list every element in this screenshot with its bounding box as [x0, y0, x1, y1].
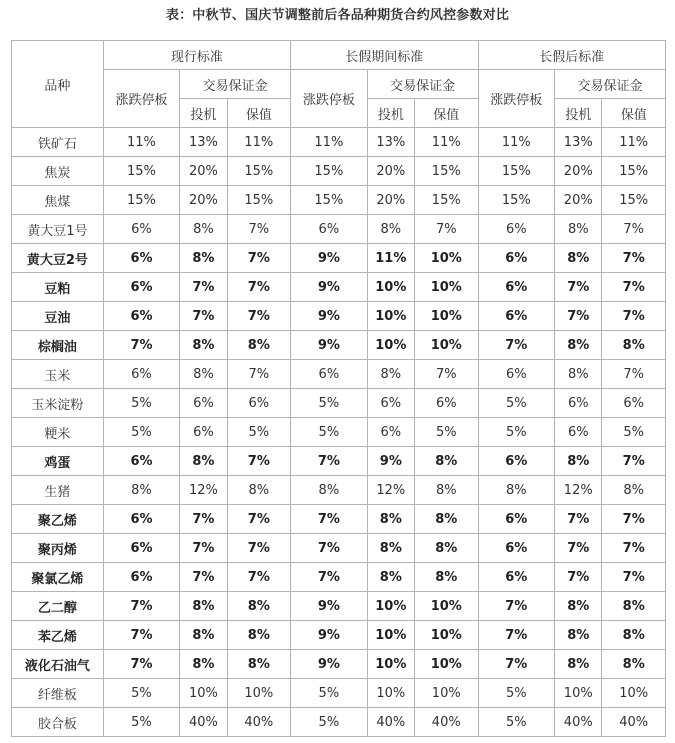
value-cell: 8%	[415, 447, 479, 476]
value-cell: 7%	[180, 534, 227, 563]
value-cell: 7%	[227, 215, 290, 244]
value-cell: 10%	[367, 592, 414, 621]
value-cell: 8%	[180, 331, 227, 360]
value-cell: 6%	[103, 302, 180, 331]
value-cell: 6%	[478, 360, 555, 389]
value-cell: 6%	[478, 563, 555, 592]
value-cell: 8%	[555, 447, 602, 476]
value-cell: 10%	[415, 621, 479, 650]
table-row	[12, 128, 666, 157]
value-cell: 7%	[602, 215, 666, 244]
variety-cell: 液化石油气	[12, 650, 104, 679]
speculation-header: 投机	[367, 99, 414, 128]
value-cell: 6%	[291, 360, 368, 389]
hedge-header: 保值	[602, 99, 666, 128]
variety-cell: 鸡蛋	[12, 447, 104, 476]
value-cell: 6%	[103, 563, 180, 592]
value-cell: 9%	[367, 447, 414, 476]
value-cell: 7%	[180, 302, 227, 331]
value-cell: 9%	[291, 302, 368, 331]
value-cell: 5%	[602, 418, 666, 447]
value-cell: 40%	[367, 708, 414, 737]
value-cell: 8%	[602, 476, 666, 505]
value-cell: 5%	[291, 418, 368, 447]
value-cell: 9%	[291, 244, 368, 273]
value-cell: 10%	[367, 302, 414, 331]
value-cell: 9%	[291, 331, 368, 360]
value-cell: 6%	[555, 418, 602, 447]
table-body	[12, 128, 666, 737]
value-cell: 8%	[555, 621, 602, 650]
value-cell: 8%	[103, 476, 180, 505]
value-cell: 12%	[180, 476, 227, 505]
value-cell: 40%	[602, 708, 666, 737]
value-cell: 8%	[291, 476, 368, 505]
value-cell: 12%	[367, 476, 414, 505]
value-cell: 8%	[415, 563, 479, 592]
value-cell: 15%	[478, 186, 555, 215]
value-cell: 11%	[478, 128, 555, 157]
value-cell: 7%	[555, 505, 602, 534]
value-cell: 13%	[180, 128, 227, 157]
variety-cell: 玉米淀粉	[12, 389, 104, 418]
value-cell: 6%	[555, 389, 602, 418]
value-cell: 8%	[367, 360, 414, 389]
speculation-header: 投机	[555, 99, 602, 128]
value-cell: 7%	[555, 273, 602, 302]
table-row	[12, 244, 666, 273]
table-row	[12, 447, 666, 476]
value-cell: 8%	[180, 592, 227, 621]
value-cell: 7%	[180, 505, 227, 534]
value-cell: 5%	[291, 708, 368, 737]
value-cell: 8%	[367, 215, 414, 244]
value-cell: 7%	[103, 331, 180, 360]
variety-cell: 棕榈油	[12, 331, 104, 360]
table-row	[12, 650, 666, 679]
value-cell: 7%	[602, 273, 666, 302]
table-row	[12, 621, 666, 650]
value-cell: 5%	[478, 389, 555, 418]
value-cell: 40%	[227, 708, 290, 737]
value-cell: 9%	[291, 621, 368, 650]
table-row	[12, 476, 666, 505]
hedge-header: 保值	[227, 99, 290, 128]
value-cell: 5%	[478, 418, 555, 447]
value-cell: 5%	[478, 679, 555, 708]
value-cell: 15%	[602, 157, 666, 186]
value-cell: 6%	[478, 215, 555, 244]
value-cell: 6%	[103, 215, 180, 244]
value-cell: 11%	[291, 128, 368, 157]
value-cell: 12%	[555, 476, 602, 505]
value-cell: 10%	[415, 650, 479, 679]
variety-cell: 玉米	[12, 360, 104, 389]
value-cell: 6%	[103, 360, 180, 389]
value-cell: 8%	[478, 476, 555, 505]
value-cell: 10%	[367, 331, 414, 360]
value-cell: 15%	[415, 186, 479, 215]
value-cell: 7%	[291, 505, 368, 534]
value-cell: 10%	[415, 592, 479, 621]
value-cell: 6%	[103, 505, 180, 534]
value-cell: 6%	[367, 418, 414, 447]
value-cell: 7%	[103, 650, 180, 679]
value-cell: 7%	[227, 302, 290, 331]
table-row	[12, 157, 666, 186]
value-cell: 7%	[180, 563, 227, 592]
risk-parameter-table	[11, 40, 666, 737]
group-header-holiday: 长假期间标准	[291, 41, 478, 70]
table-header	[12, 41, 666, 128]
limit-header: 涨跌停板	[478, 70, 555, 128]
value-cell: 7%	[478, 621, 555, 650]
value-cell: 7%	[227, 563, 290, 592]
speculation-header: 投机	[180, 99, 227, 128]
value-cell: 7%	[227, 273, 290, 302]
value-cell: 6%	[180, 389, 227, 418]
value-cell: 40%	[180, 708, 227, 737]
value-cell: 6%	[478, 447, 555, 476]
variety-header: 品种	[12, 41, 104, 128]
value-cell: 6%	[103, 244, 180, 273]
value-cell: 7%	[602, 447, 666, 476]
variety-cell: 聚乙烯	[12, 505, 104, 534]
value-cell: 10%	[180, 679, 227, 708]
value-cell: 8%	[227, 650, 290, 679]
value-cell: 10%	[367, 650, 414, 679]
value-cell: 7%	[227, 360, 290, 389]
variety-cell: 纤维板	[12, 679, 104, 708]
value-cell: 13%	[555, 128, 602, 157]
value-cell: 20%	[180, 186, 227, 215]
value-cell: 20%	[367, 157, 414, 186]
value-cell: 7%	[103, 621, 180, 650]
value-cell: 8%	[415, 534, 479, 563]
value-cell: 5%	[227, 418, 290, 447]
value-cell: 7%	[602, 360, 666, 389]
value-cell: 15%	[227, 157, 290, 186]
value-cell: 6%	[478, 244, 555, 273]
value-cell: 8%	[367, 505, 414, 534]
value-cell: 7%	[227, 505, 290, 534]
value-cell: 6%	[227, 389, 290, 418]
value-cell: 8%	[180, 244, 227, 273]
value-cell: 15%	[291, 157, 368, 186]
value-cell: 10%	[415, 679, 479, 708]
value-cell: 6%	[478, 302, 555, 331]
value-cell: 6%	[478, 534, 555, 563]
value-cell: 7%	[555, 563, 602, 592]
value-cell: 13%	[367, 128, 414, 157]
value-cell: 7%	[103, 592, 180, 621]
value-cell: 7%	[291, 534, 368, 563]
table-row	[12, 418, 666, 447]
margin-header: 交易保证金	[367, 70, 478, 99]
value-cell: 7%	[555, 534, 602, 563]
value-cell: 8%	[602, 650, 666, 679]
value-cell: 20%	[555, 186, 602, 215]
value-cell: 7%	[291, 563, 368, 592]
table-row	[12, 360, 666, 389]
group-header-after: 长假后标准	[478, 41, 666, 70]
value-cell: 8%	[555, 244, 602, 273]
variety-cell: 聚氯乙烯	[12, 563, 104, 592]
limit-header: 涨跌停板	[291, 70, 368, 128]
margin-header: 交易保证金	[180, 70, 291, 99]
table-row	[12, 186, 666, 215]
value-cell: 8%	[180, 215, 227, 244]
variety-cell: 黄大豆1号	[12, 215, 104, 244]
value-cell: 6%	[291, 215, 368, 244]
value-cell: 5%	[415, 418, 479, 447]
hedge-header: 保值	[415, 99, 479, 128]
value-cell: 10%	[367, 621, 414, 650]
value-cell: 9%	[291, 650, 368, 679]
table-row	[12, 389, 666, 418]
value-cell: 6%	[478, 273, 555, 302]
value-cell: 10%	[367, 679, 414, 708]
value-cell: 8%	[602, 621, 666, 650]
value-cell: 8%	[602, 331, 666, 360]
value-cell: 7%	[415, 360, 479, 389]
value-cell: 15%	[103, 186, 180, 215]
value-cell: 7%	[227, 447, 290, 476]
variety-cell: 胶合板	[12, 708, 104, 737]
value-cell: 7%	[478, 331, 555, 360]
variety-cell: 黄大豆2号	[12, 244, 104, 273]
value-cell: 8%	[555, 331, 602, 360]
variety-cell: 聚丙烯	[12, 534, 104, 563]
value-cell: 15%	[478, 157, 555, 186]
variety-cell: 豆粕	[12, 273, 104, 302]
value-cell: 8%	[227, 476, 290, 505]
limit-header: 涨跌停板	[103, 70, 180, 128]
value-cell: 15%	[103, 157, 180, 186]
value-cell: 7%	[180, 273, 227, 302]
value-cell: 10%	[415, 302, 479, 331]
variety-cell: 生猪	[12, 476, 104, 505]
table-row	[12, 215, 666, 244]
value-cell: 6%	[602, 389, 666, 418]
value-cell: 10%	[415, 331, 479, 360]
value-cell: 7%	[478, 650, 555, 679]
value-cell: 6%	[180, 418, 227, 447]
value-cell: 11%	[227, 128, 290, 157]
value-cell: 10%	[367, 273, 414, 302]
value-cell: 7%	[602, 534, 666, 563]
value-cell: 11%	[367, 244, 414, 273]
table-row	[12, 534, 666, 563]
value-cell: 6%	[103, 273, 180, 302]
table-row	[12, 302, 666, 331]
value-cell: 15%	[291, 186, 368, 215]
value-cell: 8%	[602, 592, 666, 621]
value-cell: 15%	[602, 186, 666, 215]
value-cell: 8%	[227, 621, 290, 650]
variety-cell: 苯乙烯	[12, 621, 104, 650]
value-cell: 9%	[291, 592, 368, 621]
group-header-current: 现行标准	[103, 41, 290, 70]
variety-cell: 焦煤	[12, 186, 104, 215]
variety-cell: 铁矿石	[12, 128, 104, 157]
value-cell: 10%	[227, 679, 290, 708]
value-cell: 8%	[555, 215, 602, 244]
value-cell: 8%	[180, 621, 227, 650]
value-cell: 8%	[555, 650, 602, 679]
value-cell: 10%	[555, 679, 602, 708]
value-cell: 20%	[555, 157, 602, 186]
value-cell: 15%	[227, 186, 290, 215]
value-cell: 5%	[103, 389, 180, 418]
value-cell: 7%	[602, 244, 666, 273]
variety-cell: 焦炭	[12, 157, 104, 186]
table-row	[12, 331, 666, 360]
value-cell: 5%	[291, 389, 368, 418]
table-row	[12, 563, 666, 592]
value-cell: 7%	[602, 505, 666, 534]
value-cell: 5%	[478, 708, 555, 737]
value-cell: 11%	[415, 128, 479, 157]
table-row	[12, 505, 666, 534]
value-cell: 5%	[103, 418, 180, 447]
variety-cell: 乙二醇	[12, 592, 104, 621]
value-cell: 15%	[415, 157, 479, 186]
value-cell: 8%	[227, 331, 290, 360]
value-cell: 10%	[415, 273, 479, 302]
value-cell: 9%	[291, 273, 368, 302]
value-cell: 6%	[478, 505, 555, 534]
value-cell: 11%	[103, 128, 180, 157]
value-cell: 8%	[180, 360, 227, 389]
value-cell: 5%	[103, 708, 180, 737]
value-cell: 11%	[602, 128, 666, 157]
value-cell: 40%	[415, 708, 479, 737]
table-caption: 表：中秋节、国庆节调整前后各品种期货合约风控参数对比	[165, 8, 510, 23]
value-cell: 6%	[415, 389, 479, 418]
value-cell: 6%	[103, 447, 180, 476]
value-cell: 7%	[415, 215, 479, 244]
table-row	[12, 679, 666, 708]
value-cell: 7%	[555, 302, 602, 331]
value-cell: 20%	[180, 157, 227, 186]
table-row	[12, 592, 666, 621]
value-cell: 7%	[602, 302, 666, 331]
value-cell: 8%	[555, 592, 602, 621]
value-cell: 10%	[602, 679, 666, 708]
value-cell: 7%	[602, 563, 666, 592]
value-cell: 7%	[291, 447, 368, 476]
value-cell: 5%	[103, 679, 180, 708]
table-row	[12, 273, 666, 302]
value-cell: 8%	[367, 534, 414, 563]
value-cell: 8%	[180, 447, 227, 476]
value-cell: 8%	[415, 476, 479, 505]
value-cell: 5%	[291, 679, 368, 708]
value-cell: 8%	[415, 505, 479, 534]
table-row	[12, 708, 666, 737]
value-cell: 20%	[367, 186, 414, 215]
value-cell: 8%	[180, 650, 227, 679]
value-cell: 8%	[227, 592, 290, 621]
value-cell: 10%	[415, 244, 479, 273]
variety-cell: 粳米	[12, 418, 104, 447]
value-cell: 7%	[227, 244, 290, 273]
value-cell: 40%	[555, 708, 602, 737]
value-cell: 6%	[103, 534, 180, 563]
value-cell: 7%	[227, 534, 290, 563]
value-cell: 6%	[367, 389, 414, 418]
value-cell: 7%	[478, 592, 555, 621]
value-cell: 8%	[555, 360, 602, 389]
value-cell: 8%	[367, 563, 414, 592]
variety-cell: 豆油	[12, 302, 104, 331]
margin-header: 交易保证金	[555, 70, 666, 99]
